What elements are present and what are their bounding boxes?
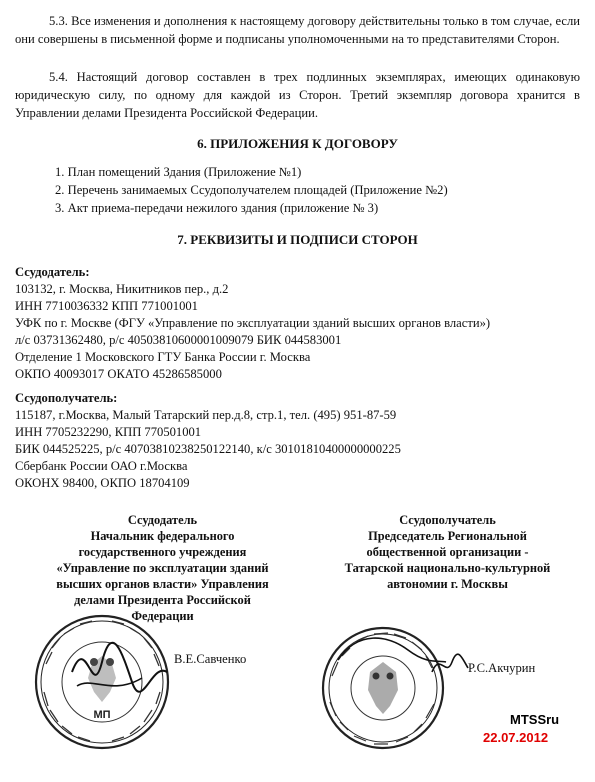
borrower-label: Ссудополучатель: <box>15 391 118 405</box>
borrower-line: ИНН 7705232290, КПП 770501001 <box>15 425 202 439</box>
borrower-sig-line: Ссудополучатель <box>399 513 496 527</box>
lender-sig-line: «Управление по эксплуатации зданий <box>56 561 269 575</box>
lender-seal-stamp <box>32 612 172 752</box>
appendix-list <box>55 163 448 217</box>
borrower-sig-line: автономии г. Москвы <box>387 577 508 591</box>
lender-line: Отделение 1 Московского ГТУ Банка России г. Москва <box>15 350 311 364</box>
lender-signature-block <box>20 512 305 624</box>
borrower-sig-line: общественной организации - <box>366 545 529 559</box>
lender-sig-line: Федерации <box>131 609 194 623</box>
lender-sig-line: Начальник федерального <box>90 529 235 543</box>
borrower-seal-stamp <box>318 620 448 755</box>
lender-line: УФК по г. Москве (ФГУ «Управление по эксплуатации зданий высших органов власти») <box>15 316 491 330</box>
appendix-item: 3. Акт приема-передачи нежилого здания (приложение № 3) <box>55 201 379 215</box>
watermark-site: MTSSru <box>510 712 560 727</box>
section-6-title: 6. ПРИЛОЖЕНИЯ К ДОГОВОРУ <box>197 136 398 151</box>
lender-line: л/с 03731362480, р/с 40503810600001009079 БИК 044583001 <box>15 333 342 347</box>
borrower-signature-scribble <box>430 650 470 680</box>
lender-requisites <box>15 264 490 383</box>
lender-sig-line: делами Президента Российской <box>74 593 251 607</box>
borrower-sig-line: Председатель Региональной <box>368 529 527 543</box>
lender-label: Ссудодатель: <box>15 265 90 279</box>
lender-sig-line: высших органов власти» Управления <box>56 577 269 591</box>
section-7-title: 7. РЕКВИЗИТЫ И ПОДПИСИ СТОРОН <box>177 232 418 247</box>
lender-line: 103132, г. Москва, Никитников пер., д.2 <box>15 282 229 296</box>
borrower-line: БИК 044525225, р/с 40703810238250122140, к/с 30101810400000000225 <box>15 442 401 456</box>
lender-sig-line: государственного учреждения <box>78 545 247 559</box>
appendix-item: 1. План помещений Здания (Приложение №1) <box>55 165 302 179</box>
borrower-line: Сбербанк России ОАО г.Москва <box>15 459 188 473</box>
borrower-line: ОКОНХ 98400, ОКПО 18704109 <box>15 476 190 490</box>
lender-signer-name: В.Е.Савченко <box>174 652 247 666</box>
watermark-date: 22.07.2012 <box>483 730 549 745</box>
stamp-mp-text: МП <box>93 709 111 721</box>
borrower-signer-name: Р.С.Акчурин <box>468 661 536 675</box>
borrower-requisites <box>15 390 401 492</box>
borrower-signature-block <box>305 512 590 592</box>
appendix-item: 2. Перечень занимаемых Ссудополучателем площадей (Приложение №2) <box>55 183 448 197</box>
clause-5-3-text: 5.3. Все изменения и дополнения к настоящему договору действительны только в том случае, если они совершены в письменной форме и подписаны уполномоченными на то представителями Сторон. <box>15 14 580 46</box>
borrower-line: 115187, г.Москва, Малый Татарский пер.д.8, стр.1, тел. (495) 951-87-59 <box>15 408 397 422</box>
clause-5-4 <box>15 68 580 122</box>
lender-line: ИНН 7710036332 КПП 771001001 <box>15 299 198 313</box>
clause-5-3 <box>15 12 580 48</box>
lender-line: ОКПО 40093017 ОКАТО 45286585000 <box>15 367 222 381</box>
borrower-sig-line: Татарской национально-культурной <box>344 561 551 575</box>
clause-5-4-text: 5.4. Настоящий договор составлен в трех подлинных экземплярах, имеющих одинаковую юридическую силу, по одному для каждой из Сторон. Третий экземпляр договора хранится в Управлении делами Президента Российской Федерации. <box>15 70 580 120</box>
lender-sig-line: Ссудодатель <box>127 513 198 527</box>
